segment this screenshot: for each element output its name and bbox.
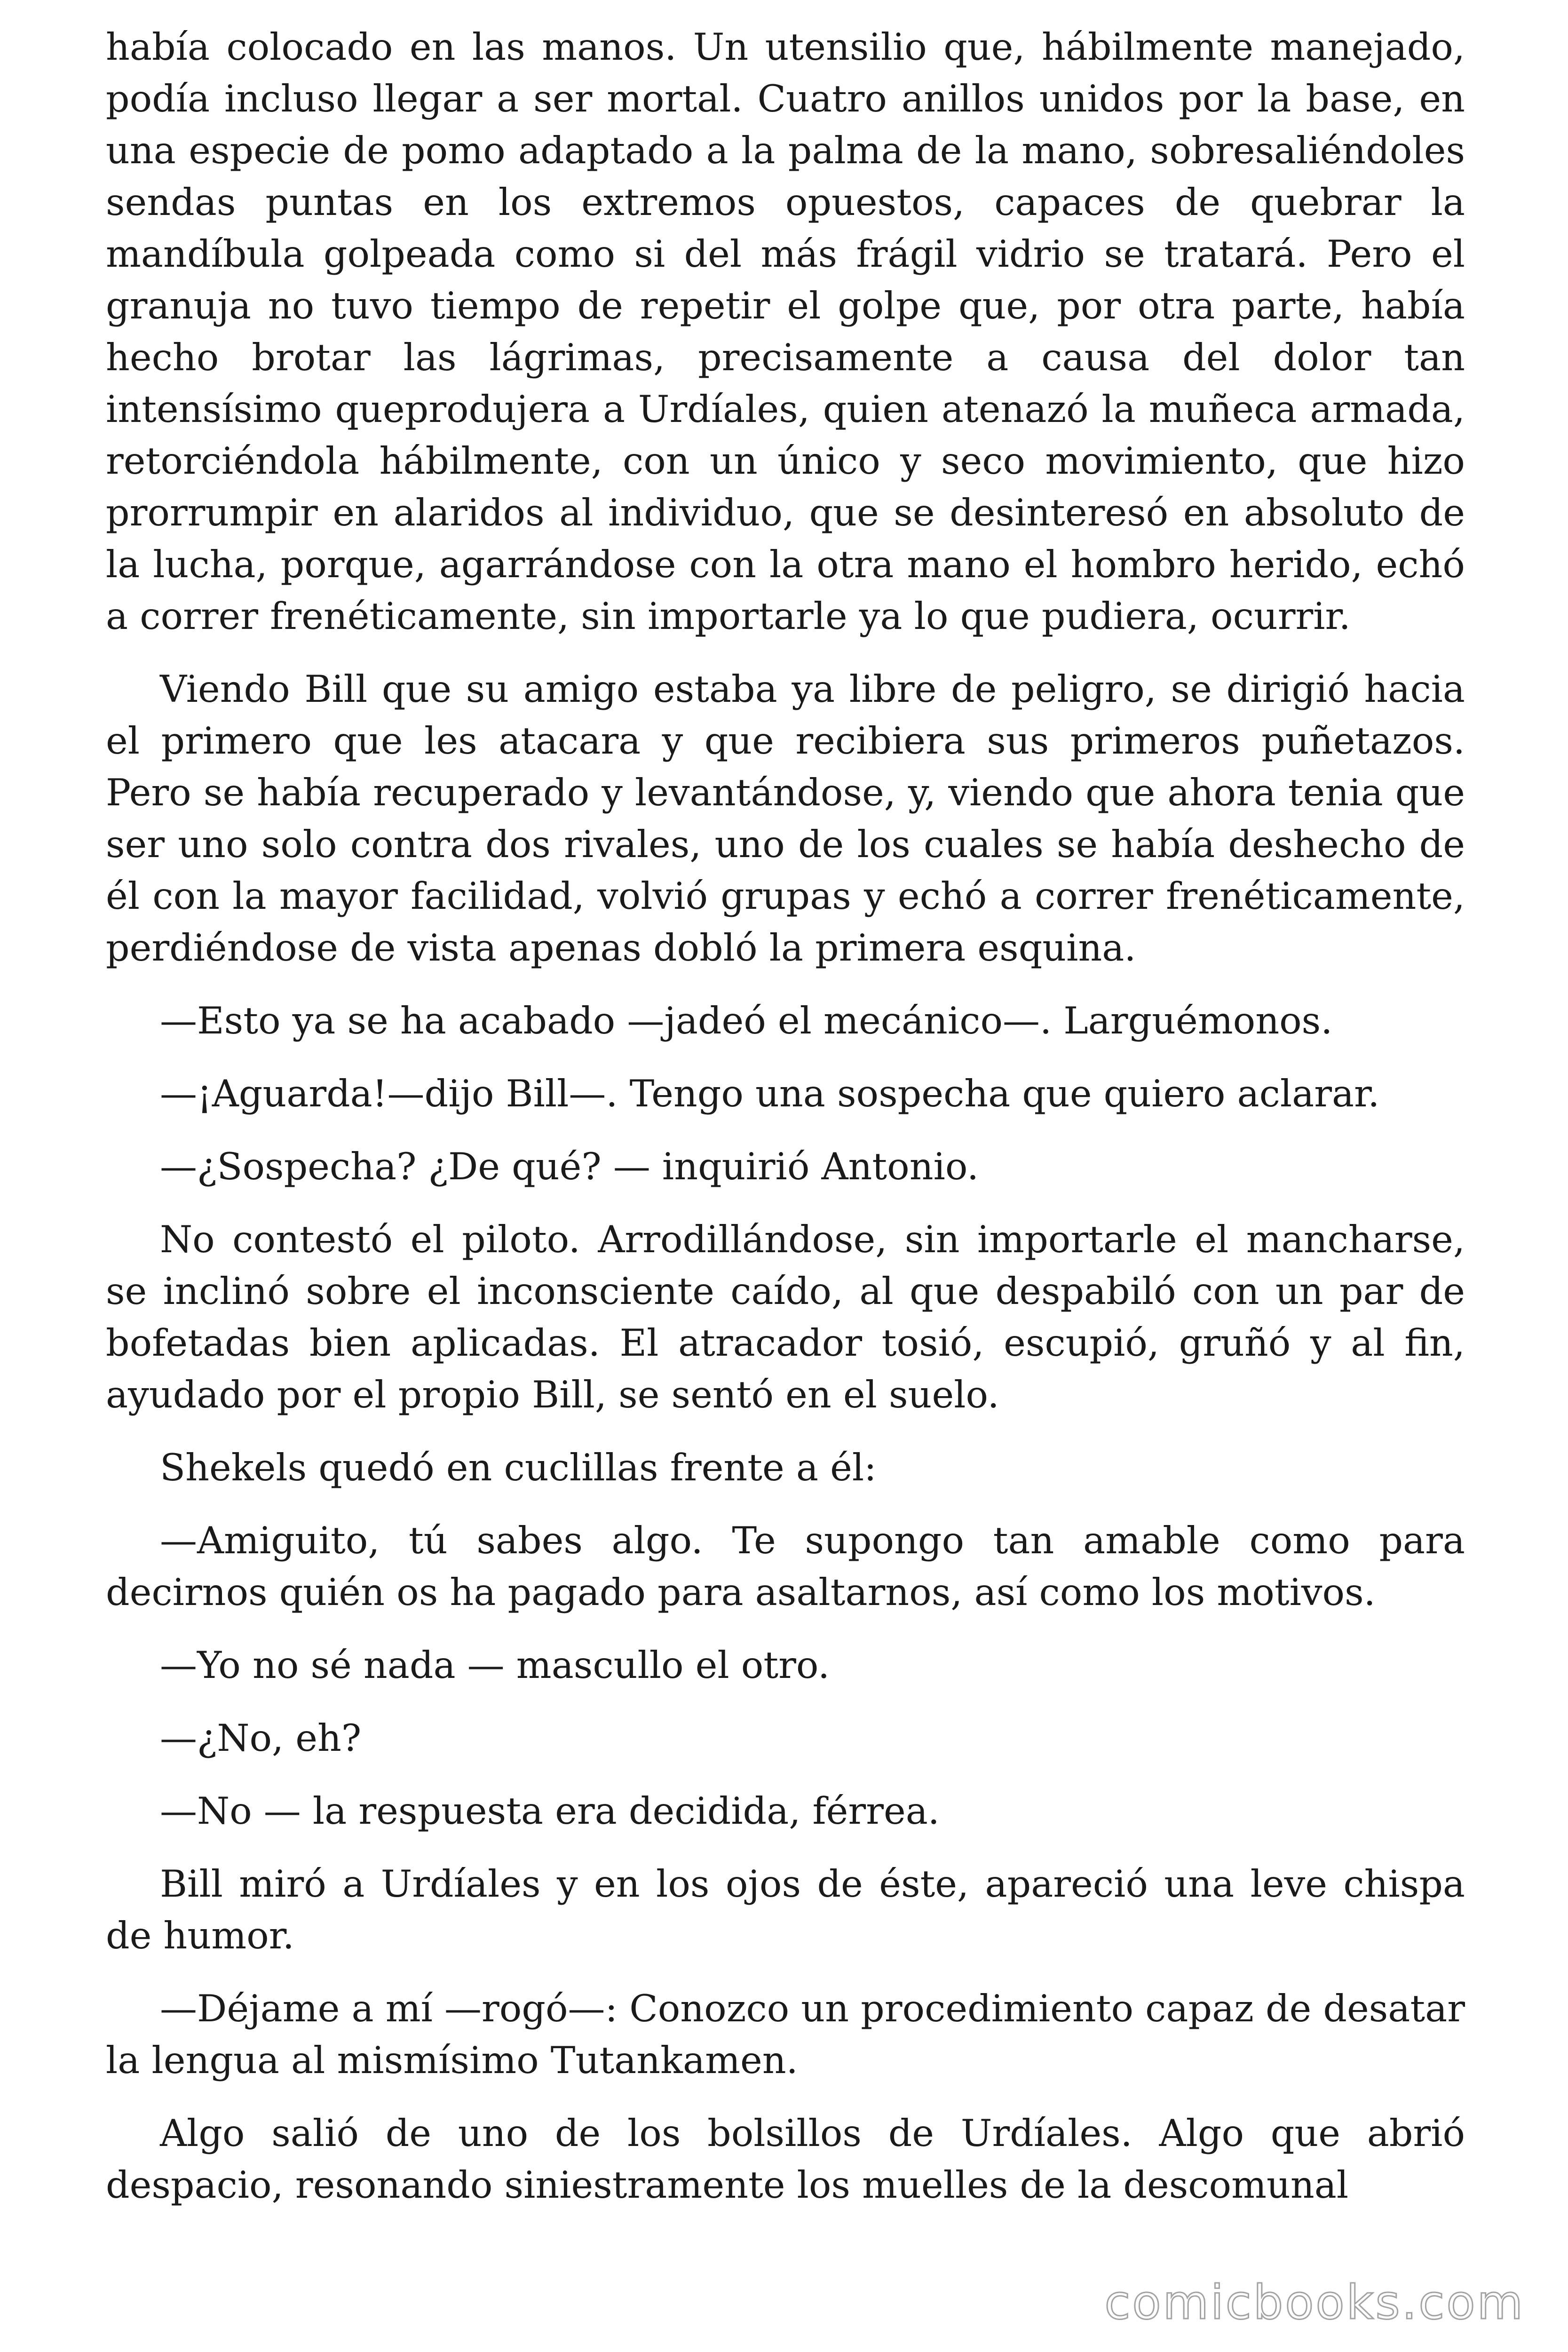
dialogue-line: —No — la respuesta era decidida, férrea.: [160, 1789, 940, 1833]
paragraph: Bill miró a Urdíales y en los ojos de éste, apareció una leve chispa de humor.: [106, 1862, 1465, 1957]
paragraph: Algo salió de uno de los bolsillos de Urdíales. Algo que abrió despacio, resonando siniestramente los muelles de la descomunal: [106, 2112, 1465, 2207]
dialogue-line: —Esto ya se ha acabado —jadeó el mecánico—. Larguémonos.: [160, 999, 1333, 1042]
page-body: [106, 21, 1465, 2232]
paragraph: Viendo Bill que su amigo estaba ya libre de peligro, se dirigió hacia el primero que les atacara y que recibiera sus primeros puñetazos. Pero se había recuperado y levantándose, y, viendo que ahora tenia que ser uno solo contra dos rivales, uno de los cuales se había deshecho de él con la mayor facilidad, volvió grupas y echó a correr frenéticamente, perdiéndose de vista apenas dobló la primera esquina.: [106, 667, 1465, 969]
paragraph: había colocado en las manos. Un utensilio que, hábilmente manejado, podía incluso llegar a ser mortal. Cuatro anillos unidos por la base, en una especie de pomo adaptado a la palma de la mano, sobresaliéndoles sendas puntas en los extremos opuestos, capaces de quebrar la mandíbula golpeada como si del más frágil vidrio se tratará. Pero el granuja no tuvo tiempo de repetir el golpe que, por otra parte, había hecho brotar las lágrimas, precisamente a causa del dolor tan intensísimo queprodujera a Urdíales, quien atenazó la muñeca armada, retorciéndola hábilmente, con un único y seco movimiento, que hizo prorrumpir en alaridos al individuo, que se desinteresó en absoluto de la lucha, porque, agarrándose con la otra mano el hombro herido, echó a correr frenéticamente, sin importarle ya lo que pudiera, ocurrir.: [106, 25, 1465, 638]
dialogue-line: —Déjame a mí —rogó—: Conozco un procedimiento capaz de desatar la lengua al mismísimo Tutankamen.: [106, 1987, 1465, 2082]
dialogue-line: —¿No, eh?: [160, 1716, 362, 1760]
dialogue-line: —¡Aguarda!—dijo Bill—. Tengo una sospecha que quiero aclarar.: [160, 1072, 1380, 1115]
watermark: comicbooks.com: [1104, 2275, 1525, 2330]
paragraph: Shekels quedó en cuclillas frente a él:: [160, 1446, 877, 1489]
dialogue-line: —Amiguito, tú sabes algo. Te supongo tan amable como para decirnos quién os ha pagado para asaltarnos, así como los motivos.: [106, 1519, 1465, 1614]
paragraph: No contestó el piloto. Arrodillándose, sin importarle el mancharse, se inclinó sobre el inconsciente caído, al que despabiló con un par de bofetadas bien aplicadas. El atracador tosió, escupió, gruñó y al fin, ayudado por el propio Bill, se sentó en el suelo.: [106, 1218, 1465, 1416]
dialogue-line: —Yo no sé nada — mascullo el otro.: [160, 1644, 830, 1687]
dialogue-line: —¿Sospecha? ¿De qué? — inquirió Antonio.: [160, 1145, 979, 1188]
